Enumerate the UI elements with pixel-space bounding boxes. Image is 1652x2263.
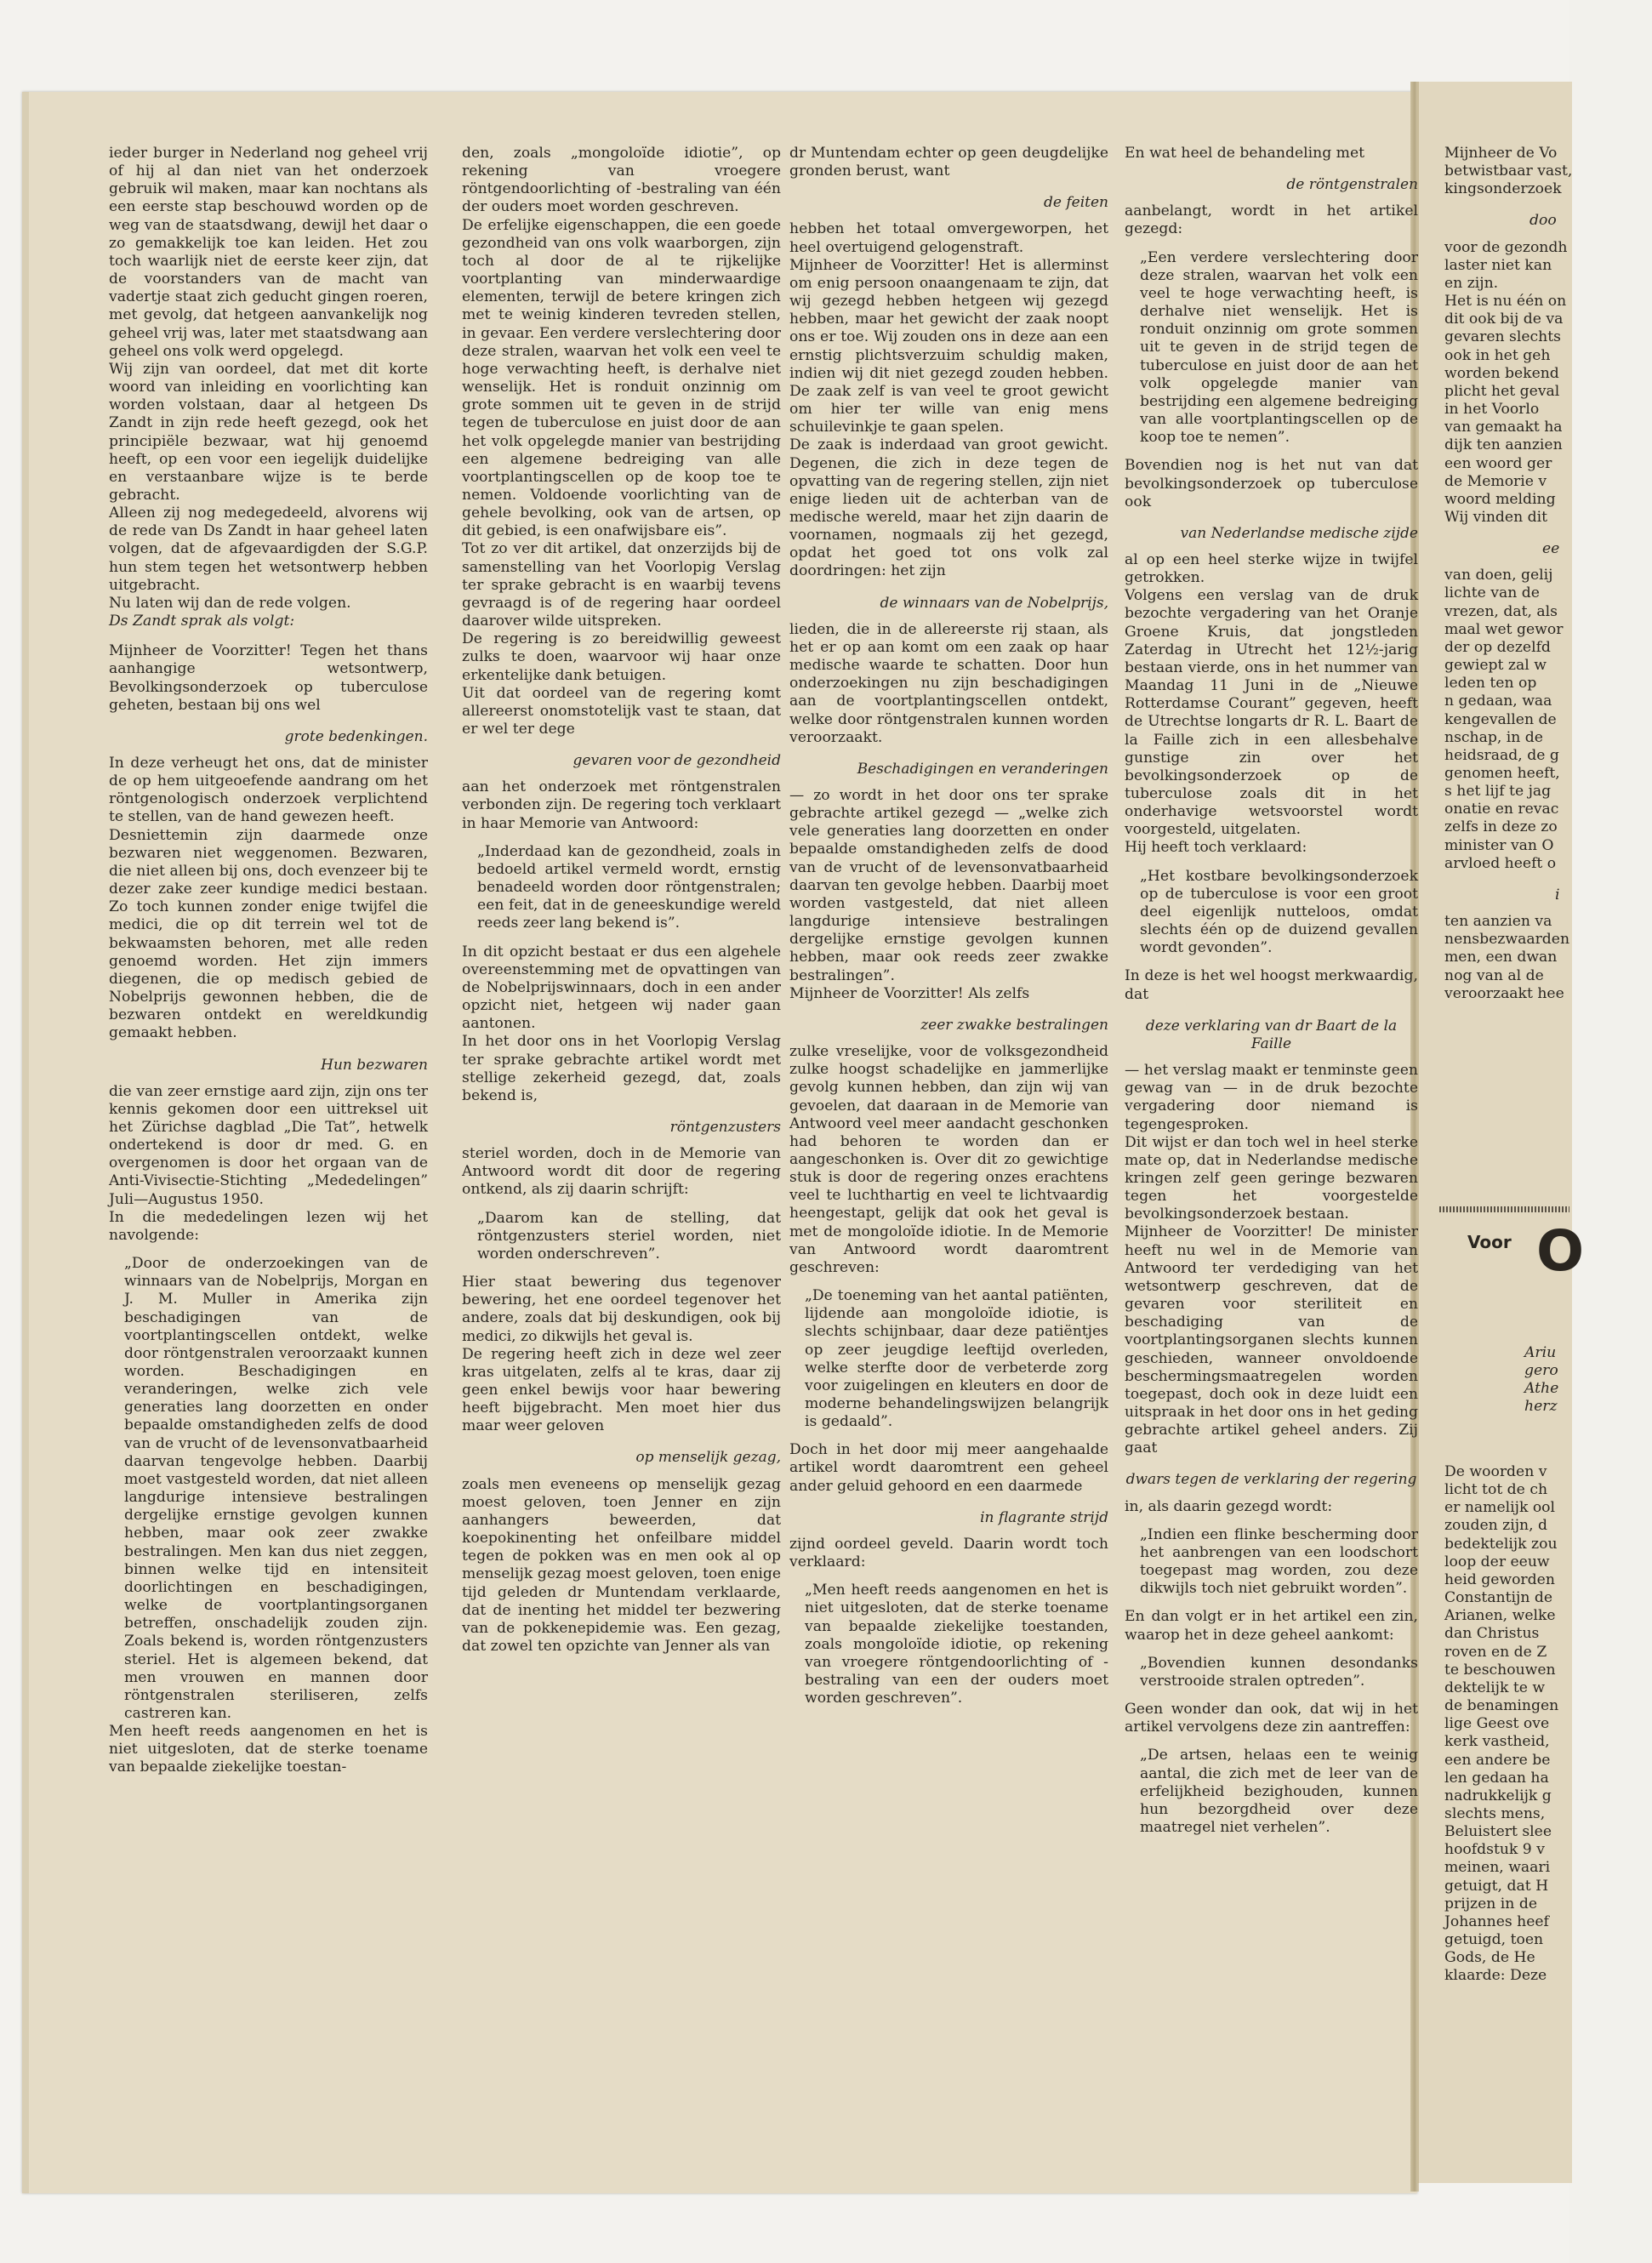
advert-large-letter: O	[1536, 1218, 1585, 1284]
quotation: „Door de onderzoekingen van de winnaars van de Nobelprijs, Morgan en J. M. Muller in Amerika zijn beschadigingen van de voortplantingscellen ontdekt, welke door röntgenstralen veroorzaakt kunnen worden. Beschadigingen en veranderingen, welke zich vele generaties lang doorzetten en onder bepaalde omstandigheden zelfs de dood van de vrucht of de levensonvatbaarheid daarvan tengevolge hebben. Daarbij moet vastgesteld worden, dat niet alleen langdurige intensieve bestralingen dergelijke ernstige gevolgen kunnen hebben, maar ook zeer zwakke bestralingen. Men kan dus niet zeggen, binnen welke tijd en intensiteit doorlichtingen en beschadigingen, welke de voortplantingsorganen betreffen, onschadelijk zouden zijn. Zoals bekend is, worden röntgenzusters steriel. Het is algemeen bekend, dat men vrouwen en mannen door röntgenstralen steriliseren, zelfs castreren kan.	[124, 1255, 428, 1722]
fragment-line: nensbezwaarden	[1444, 931, 1570, 949]
paragraph: Bovendien nog is het nut van dat bevolkingsonderzoek op tuberculose ook	[1125, 457, 1418, 510]
paragraph: En dan volgt er in het artikel een zin, waarop het in deze geheel aankomt:	[1125, 1608, 1418, 1644]
fragment-line: dektelijk te w	[1444, 1679, 1546, 1696]
fragment-line: voor de gezondh	[1444, 238, 1568, 256]
fragment-line: ten aanzien va	[1444, 913, 1552, 931]
fragment-line: dan Christus	[1444, 1625, 1540, 1643]
paragraph: aan het onderzoek met röntgenstralen verbonden zijn. De regering toch verklaart in haar Memorie van Antwoord:	[462, 778, 781, 832]
column-2	[462, 145, 781, 1656]
fragment-line: plicht het geval	[1444, 382, 1560, 400]
fragment-line: getuigd, toen	[1444, 1931, 1544, 1949]
fragment-line: Arianen, welke	[1444, 1607, 1556, 1625]
fragment-line: ook in het geh	[1444, 346, 1551, 364]
fragment-line: klaarde: Deze	[1444, 1967, 1547, 1985]
paragraph: Mijnheer de Voorzitter! Als zelfs	[789, 984, 1030, 1002]
fragment-line: de benamingen	[1444, 1697, 1559, 1715]
paragraph: in, als daarin gezegd wordt:	[1125, 1497, 1333, 1515]
fragment-lines-d	[1444, 913, 1572, 1003]
subheading: de feiten	[1044, 194, 1108, 212]
fragment-line: en zijn.	[1444, 274, 1499, 292]
fragment-line: zelfs in deze zo	[1444, 818, 1558, 836]
subheading: i	[1555, 886, 1560, 903]
fragment-lines-e	[1524, 1344, 1652, 1417]
subheading: van Nederlandse medische zijde	[1180, 524, 1418, 542]
fragment-line: genomen heeft,	[1444, 765, 1560, 782]
fragment-line: gevaren slechts	[1444, 328, 1561, 346]
fragment-line: nog van al de	[1444, 966, 1544, 984]
paragraph: steriel worden, doch in de Memorie van Antwoord wordt dit door de regering ontkend, als zij daarin schrijft:	[462, 1145, 781, 1199]
paragraph: En wat heel de behandeling met	[1125, 145, 1365, 162]
quotation: „Het kostbare bevolkingsonderzoek op de tuberculose is voor een groot deel eigenlijk nutteloos, omdat slechts één op de duizend gevallen wordt gevonden”.	[1140, 867, 1418, 957]
fragment-line: maal wet gewor	[1444, 620, 1564, 638]
subheading: röntgenzusters	[669, 1118, 781, 1136]
fragment-line: betwistbaar vast,	[1444, 162, 1573, 180]
fragment-lines-f	[1444, 1463, 1572, 1986]
facing-page-fragment	[1444, 145, 1572, 1003]
fragment-line: len gedaan ha	[1444, 1769, 1549, 1787]
fragment-line: Ariu	[1524, 1344, 1557, 1361]
paragraph: In deze verheugt het ons, dat de minister de op hem uitgeoefende aandrang om het röntgenologisch onderzoek verplichtend te stellen, van de hand gewezen heeft.	[109, 755, 428, 826]
fragment-line: Athe	[1524, 1380, 1559, 1398]
fragment-line: arvloed heeft o	[1444, 854, 1557, 872]
subheading: deze verklaring van dr Baart de la Faille	[1145, 1017, 1398, 1052]
paragraph: In die mededelingen lezen wij het navolgende:	[109, 1208, 428, 1244]
quotation: „Indien een flinke bescherming door het aanbrengen van een loodschort toegepast mag worden, zou deze dikwijls toch niet gebruikt worden”.	[1140, 1525, 1418, 1598]
paragraph: In dit opzicht bestaat er dus een algehele overeenstemming met de opvattingen van de Nobelprijswinnaars, doch in een ander opzicht niet, hetgeen wij nader gaan aantonen.	[462, 943, 781, 1033]
subheading: ee	[1542, 540, 1560, 558]
fragment-line: nschap, in de	[1444, 728, 1543, 746]
subheading: doo	[1530, 212, 1557, 230]
paragraph: Tot zo ver dit artikel, dat onzerzijds bij de samenstelling van het Voorlopig Verslag ter sprake gebracht is en waarbij tevens gevraagd is of de regering haar oordeel daarover wilde uitspreken.	[462, 540, 781, 630]
paragraph: hebben het totaal omvergeworpen, het heel overtuigend gelogenstraft.	[789, 220, 1108, 256]
paragraph: De erfelijke eigenschappen, die een goede gezondheid van ons volk waarborgen, zijn toch al door de al te rijkelijke voortplanting van minderwaardige elementen, terwijl de betere kringen zich met te weinig kinderen tevreden stellen, in gevaar. Een verdere verslechtering door deze stralen, waarvan het volk een veel te hoge verwachting heeft, is derhalve niet wenselijk. Het is ronduit onzinnig om grote sommen uit te geven in de strijd tegen de tuberculose en juist door de aan het volk opgelegde manier van bestrijding een algemene bedreiging van alle voortplantingscellen op de koop toe te nemen. Voldoende voorlichting van de gehele bevolking, ook van de artsen, op dit gebied, is een onafwijsbare eis”.	[462, 216, 781, 540]
paragraph: Dit wijst er dan toch wel in heel sterke mate op, dat in Nederlandse medische kringen zelf geen geringe bezwaren tegen het voorgestelde bevolkingsonderzoek bestaan.	[1125, 1133, 1418, 1223]
fragment-line: herz	[1524, 1398, 1558, 1416]
fragment-line: lichte van de	[1444, 584, 1540, 602]
fragment-line: der op dezelfd	[1444, 638, 1551, 656]
paragraph: dr Muntendam echter op geen deugdelijke gronden berust, want	[789, 145, 1108, 180]
fragment-line: De woorden v	[1444, 1463, 1547, 1480]
paragraph: Men heeft reeds aangenomen en het is niet uitgesloten, dat de sterke toename van bepaalde ziekelijke toestan-	[109, 1723, 428, 1776]
paragraph: Geen wonder dan ook, dat wij in het artikel vervolgens deze zin aantreffen:	[1125, 1701, 1418, 1736]
subheading: in flagrante strijd	[980, 1508, 1108, 1526]
fragment-line: heidsraad, de g	[1444, 746, 1559, 764]
fragment-line: dit ook bij de va	[1444, 311, 1564, 328]
subheading: Beschadigingen en veranderingen	[857, 760, 1108, 778]
fragment-line: in het Voorlo	[1444, 401, 1540, 419]
fragment-line: Beluistert slee	[1444, 1823, 1552, 1841]
fragment-line: kengevallen de	[1444, 710, 1557, 728]
separator-rule	[1439, 1206, 1569, 1212]
paragraph: lieden, die in de allereerste rij staan, als het er op aan komt om een zaak op haar medische waarde te schatten. Door hun onderzoekingen nu zijn beschadigingen aan de voortplantingscellen ontdekt, welke door röntgenstralen kunnen worden veroorzaakt.	[789, 620, 1108, 746]
fragment-lines-c	[1444, 567, 1572, 873]
fragment-line: er namelijk ool	[1444, 1499, 1556, 1517]
paragraph: In deze is het wel hoogst merkwaardig, dat	[1125, 967, 1418, 1003]
page-edge	[22, 92, 29, 2193]
paragraph: — het verslag maakt er tenminste geen gewag van — in de druk bezochte vergadering door niemand is tegengesproken.	[1125, 1062, 1418, 1133]
subheading: gevaren voor de gezondheid	[573, 752, 781, 770]
subheading: grote bedenkingen.	[284, 727, 428, 745]
paragraph: al op een heel sterke wijze in twijfel getrokken.	[1125, 550, 1418, 587]
fragment-line: de Memorie v	[1444, 472, 1547, 490]
fragment-line: een andere be	[1444, 1751, 1551, 1769]
column-3	[789, 145, 1108, 1718]
paragraph: In het door ons in het Voorlopig Verslag ter sprake gebrachte artikel wordt met stellige zekerheid gezegd, dat, zoals bekend is,	[462, 1033, 781, 1104]
paragraph: Mijnheer de Voorzitter! Tegen het thans aanhangige wetsontwerp, Bevolkingsonderzoek op tuberculose geheten, bestaan bij ons wel	[109, 642, 428, 714]
paragraph: Doch in het door mij meer aangehaalde artikel wordt daaromtrent een geheel ander geluid gehoord en een daarmede	[789, 1441, 1108, 1495]
paragraph: Mijnheer de Voorzitter! Het is allerminst om enig persoon onaangenaam te zijn, dat wij gezegd hebben hetgeen wij gezegd hebben, maar het gewicht der zaak noopt ons er toe. Wij zouden ons in deze aan een ernstig plichtsverzuim schuldig maken, indien wij dit niet gezegd zouden hebben. De zaak zelf is van veel te groot gewicht om hier ter wille van enig mens schuilevinkje te gaan spelen.	[789, 256, 1108, 436]
paragraph: Uit dat oordeel van de regering komt allereerst onomstotelijk vast te staan, dat er wel ter dege	[462, 684, 781, 738]
fragment-line: te beschouwen	[1444, 1661, 1556, 1679]
column-1	[109, 145, 428, 1777]
fragment-line: slechts mens,	[1444, 1804, 1546, 1822]
paragraph: zoals men eveneens op menselijk gezag moest geloven, toen Jenner en zijn aanhangers beweerden, dat koepokinenting het onfeilbare middel tegen de pokken was en men ook al op menselijk gezag moest geloven, toen enige tijd geleden dr Muntendam verklaarde, dat de inenting het middel ter bezwering van de pokkenepidemie was. Een gezag, dat zowel ten opzichte van Jenner als van	[462, 1475, 781, 1656]
fragment-line: van gemaakt ha	[1444, 419, 1563, 436]
paragraph: De regering is zo bereidwillig geweest zulks te doen, waarvoor wij haar onze erkentelijke dank betuigen.	[462, 630, 781, 684]
fragment-line: bedektelijk zou	[1444, 1535, 1558, 1553]
fragment-line: van doen, gelij	[1444, 567, 1553, 584]
paragraph: Desniettemin zijn daarmede onze bezwaren niet weggenomen. Bezwaren, die niet alleen bij ons, doch evenzeer bij te dezer zake zeer kundige medici bestaan. Zo toch kunnen zonder enige twijfel die medici, die op dit terrein wel tot de bekwaamsten behoren, met alle reden genoemd worden. Het zijn immers diegenen, die op medisch gebied de Nobelprijs gewonnen hebben, die de bezwaren ontdekt en wereldkundig gemaakt hebben.	[109, 826, 428, 1042]
fragment-line: gewiept zal w	[1444, 657, 1547, 675]
fragment-line: Constantijn de	[1444, 1589, 1553, 1607]
quotation: „Inderdaad kan de gezondheid, zoals in bedoeld artikel vermeld wordt, ernstig benadeeld worden door röntgenstralen; een feit, dat in de geneeskundige wereld reeds zeer lang bekend is”.	[477, 842, 781, 932]
quotation: „Men heeft reeds aangenomen en het is niet uitgesloten, dat de sterke toename van bepaalde ziekelijke toestanden, zoals mongoloïde idiotie, op rekening van vroegere röntgendoorlichting of -bestraling van een der ouders moet worden geschreven”.	[805, 1582, 1108, 1707]
fragment-line: getuigt, dat H	[1444, 1877, 1549, 1895]
paragraph: Mijnheer de Voorzitter! De minister heeft nu wel in de Memorie van Antwoord ter verdediging van het wetsontwerp geschreven, dat de gevaren voor steriliteit en beschadiging van de voortplantingsorganen slechts kunnen geschieden, wanneer onvoldoende beschermingsmaatregelen worden toegepast, doch ook in deze luidt een uitspraak in het door ons in het geding gebrachte artikel geheel anders. Zij gaat	[1125, 1223, 1418, 1457]
paragraph: zulke vreselijke, voor de volksgezondheid zulke hoogst schadelijke en jammerlijke gevolg kunnen hebben, dan zijn wij van gevoelen, dat daaraan in de Memorie van Antwoord veel meer aandacht geschonken had behoren te worden dan er aangeschonken is. Over dit zo gewichtige stuk is door de regering onzes erachtens veel te luchthartig en veel te lichtvaardig heengestapt, gelijk dat ook het geval is met de mongoloïde idiotie. In de Memorie van Antwoord wordt daaromtrent geschreven:	[789, 1043, 1108, 1276]
fragment-lines-b	[1444, 239, 1572, 527]
fragment-line: leden ten op	[1444, 675, 1537, 693]
advert-text	[1524, 1344, 1652, 1417]
paragraph: Alleen zij nog medegedeeld, alvorens wij de rede van Ds Zandt in haar geheel laten volgen, dat de afgevaardigden der S.G.P. hun stem tegen het wetsontwerp hebben uitgebracht.	[109, 504, 428, 594]
quotation: „De artsen, helaas een te weinig aantal, die zich met de leer van de erfelijkheid bezighouden, kunnen hun bezorgdheid over deze maatregel niet verhelen”.	[1140, 1747, 1418, 1836]
subheading: zeer zwakke bestralingen	[920, 1016, 1108, 1034]
paragraph: die van zeer ernstige aard zijn, zijn ons ter kennis gekomen door een uittreksel uit het Zürichse dagblad „Die Tat”, hetwelk ondertekend is door dr med. G. en overgenomen is door het orgaan van de Anti-Vivisectie-Stichting „Mededelingen” Juli—Augustus 1950.	[109, 1082, 428, 1208]
fragment-line: Mijnheer de Vo	[1444, 145, 1558, 162]
paragraph: — zo wordt in het door ons ter sprake gebrachte artikel gezegd — „welke zich vele generaties lang doorzetten en onder bepaalde omstandigheden zelfs de dood van de vrucht of de levensonvatbaarheid daarvan ten gevolge hebben. Daarbij moet worden vastgesteld, dat niet alleen langdurige intensieve bestralingen dergelijke ernstige gevolgen kunnen hebben, maar ook reeds zeer zwakke bestralingen”.	[789, 787, 1108, 984]
fragment-line: Het is nu één on	[1444, 293, 1567, 311]
paragraph: Wij zijn van oordeel, dat met dit korte woord van inleiding en voorlichting kan worden volstaan, daar al hetgeen Ds Zandt in zijn rede heeft gezegd, ook het principiële bezwaar, wat hij genoemd heeft, op een voor een iegelijk duidelijke en verstaanbare wijze is te berde gebracht.	[109, 360, 428, 504]
fragment-line: heid geworden	[1444, 1570, 1555, 1588]
fragment-line: zouden zijn, d	[1444, 1517, 1548, 1535]
subheading: dwars tegen de verklaring der regering	[1125, 1471, 1417, 1489]
fragment-line: vrezen, dat, als	[1444, 602, 1558, 620]
paragraph: Nu laten wij dan de rede volgen.	[109, 594, 351, 612]
fragment-line: hoofdstuk 9 v	[1444, 1841, 1545, 1859]
fragment-line: meinen, waari	[1444, 1859, 1551, 1877]
fragment-line: kerk vastheid,	[1444, 1733, 1550, 1751]
fragment-line: roven en de Z	[1444, 1643, 1547, 1661]
fragment-line: dijk ten aanzien	[1444, 436, 1563, 454]
paragraph: zijnd oordeel geveld. Daarin wordt toch verklaard:	[789, 1535, 1108, 1571]
fragment-lines-a	[1444, 145, 1572, 198]
fragment-line: nadrukkelijk g	[1444, 1787, 1552, 1804]
paragraph: ieder burger in Nederland nog geheel vrij of hij al dan niet van het onderzoek gebruik wil maken, maar kan nochtans als een eerste stap beschouwd worden op de weg van de staatsdwang, dewijl het daar o zo gemakkelijk toe kan leiden. Het zou toch waarlijk niet de eerste keer zijn, dat de voorstanders van de macht van vadertje staat zich geducht gingen roeren, met gevolg, dat hetgeen aanvankelijk nog geheel vrij was, later met staatsdwang aan geheel ons volk werd opgelegd.	[109, 145, 428, 360]
fragment-line: men, een dwan	[1444, 949, 1558, 966]
paragraph: De regering heeft zich in deze wel zeer kras uitgelaten, zelfs al te kras, daar zij geen enkel bewijs voor haar bewering heeft bijgebracht. Men moet hier dus maar weer geloven	[462, 1345, 781, 1435]
quotation: „Daarom kan de stelling, dat röntgenzusters steriel worden, niet worden onderschreven”.	[477, 1209, 781, 1263]
subheading: Hun bezwaren	[321, 1056, 428, 1074]
fragment-line: Gods, de He	[1444, 1949, 1535, 1967]
paragraph: aanbelangt, wordt in het artikel gezegd:	[1125, 202, 1418, 238]
fragment-line: prijzen in de	[1444, 1895, 1538, 1912]
quotation: „Bovendien kunnen desondanks verstrooide stralen optreden”.	[1140, 1654, 1418, 1690]
fragment-line: Johannes heef	[1444, 1912, 1549, 1930]
fragment-line: loop der eeuw	[1444, 1553, 1550, 1570]
column-4	[1125, 145, 1418, 1847]
fragment-line: kingsonderzoek	[1444, 180, 1562, 198]
fragment-line: n gedaan, waa	[1444, 693, 1552, 710]
subheading: de röntgenstralen	[1286, 176, 1418, 194]
fragment-line: woord melding	[1444, 490, 1556, 508]
paragraph: den, zoals „mongoloïde idiotie”, op rekening van vroegere röntgendoorlichting of -bestraling van één der ouders moet worden geschreven.	[462, 145, 781, 216]
advert-heading: Voor	[1467, 1232, 1512, 1252]
fragment-line: gero	[1524, 1362, 1558, 1380]
paragraph: Hij heeft toch verklaard:	[1125, 839, 1307, 857]
paragraph: Volgens een verslag van de druk bezochte vergadering van het Oranje Groene Kruis, dat jongstleden Zaterdag in Utrecht het 12½-jarig bestaan vierde, ons in het nummer van Maandag 11 Juni in de „Nieuwe Rotterdamse Courant” gegeven, heeft de Utrechtse longarts dr R. L. Baart de la Faille zich in een allesbehalve gunstige zin over het bevolkingsonderzoek op de tuberculose zoals dit in het onderhavige wetsvoorstel wordt voorgesteld, uitgelaten.	[1125, 587, 1418, 839]
fragment-line: minister van O	[1444, 836, 1554, 854]
paragraph: Ds Zandt sprak als volgt:	[109, 613, 295, 630]
paragraph: Hier staat bewering dus tegenover bewering, het ene oordeel tegenover het andere, zoals dat bij deskundigen, ook bij medici, zo dikwijls het geval is.	[462, 1274, 781, 1345]
quotation: „Een verdere verslechtering door deze stralen, waarvan het volk een veel te hoge verwachting heeft, is derhalve niet wenselijk. Het is ronduit onzinnig om grote sommen uit te geven in de strijd tegen de tuberculose en juist door de aan het volk opgelegde manier van bestrijding een algemene bedreiging van alle voortplantingscellen op de koop toe te nemen”.	[1140, 248, 1418, 447]
subheading: op menselijk gezag,	[635, 1449, 781, 1467]
fragment-line: Wij vinden dit	[1444, 508, 1548, 526]
quotation: „De toeneming van het aantal patiënten, lijdende aan mongoloïde idiotie, is slechts schijnbaar, daar deze patiëntjes op zeer jeugdige leeftijd overleden, welke sterfte door de verbeterde zorg voor zuigelingen en kleuters en door de moderne behandelingswijzen belangrijk is gedaald”.	[805, 1287, 1108, 1431]
fragment-line: veroorzaakt hee	[1444, 984, 1564, 1002]
paragraph: De zaak is inderdaad van groot gewicht. Degenen, die zich in deze tegen de opvatting van de regering stellen, zijn niet enige lieden uit de achterban van de medische wereld, maar het zijn daarin de voornamen, nogmaals zij het gezegd, opdat het goed tot ons volk zal doordringen: het zijn	[789, 436, 1108, 580]
facing-page-fragment-2	[1444, 1463, 1572, 1986]
fragment-line: licht tot de ch	[1444, 1481, 1548, 1499]
fragment-line: lige Geest ove	[1444, 1715, 1550, 1733]
fragment-line: laster niet kan	[1444, 256, 1552, 274]
fragment-line: een woord ger	[1444, 454, 1552, 472]
subheading: de winnaars van de Nobelprijs,	[880, 594, 1108, 612]
fragment-line: worden bekend	[1444, 364, 1559, 382]
fragment-line: onatie en revac	[1444, 801, 1559, 818]
fragment-line: s het lijf te jag	[1444, 783, 1552, 801]
